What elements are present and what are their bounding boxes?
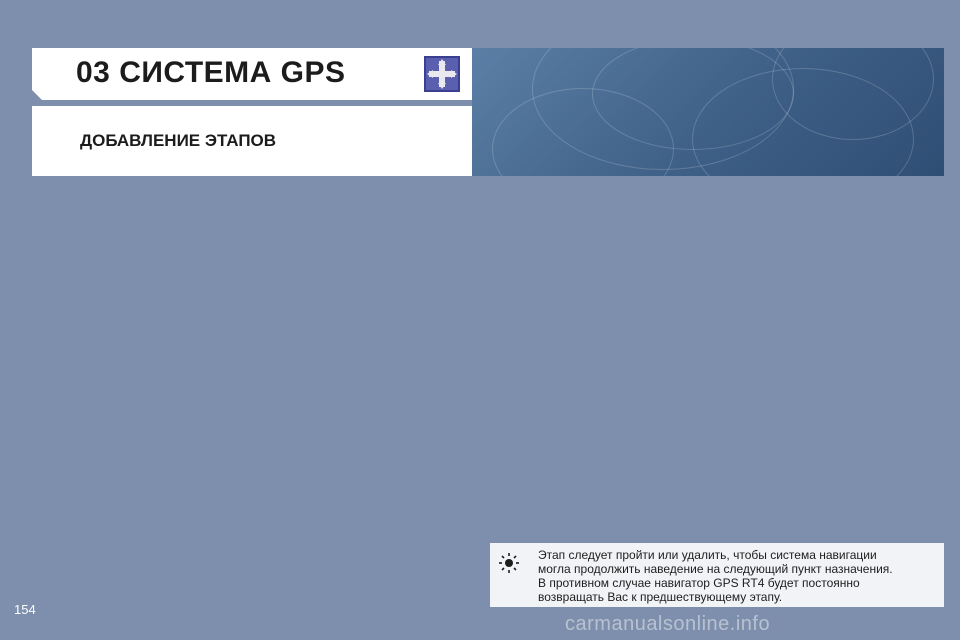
note-line: возвращать Вас к предшествующему этапу. <box>538 590 783 604</box>
note-line: могла продолжить наведение на следующий пункт назначения. <box>538 562 893 576</box>
page-number: 154 <box>14 602 36 617</box>
note-line: В противном случае навигатор GPS RT4 будет постоянно <box>538 576 860 590</box>
sun-icon <box>498 552 520 574</box>
page-subtitle: ДОБАВЛЕНИЕ ЭТАПОВ <box>80 131 277 150</box>
page-title: 03 СИСТЕМА GPS <box>76 56 346 89</box>
header-map-background <box>472 48 944 176</box>
navigation-cross-icon <box>424 56 460 92</box>
note-text <box>538 548 938 604</box>
note-line: Этап следует пройти или удалить, чтобы система навигации <box>538 548 877 562</box>
watermark: carmanualsonline.info <box>565 613 771 635</box>
